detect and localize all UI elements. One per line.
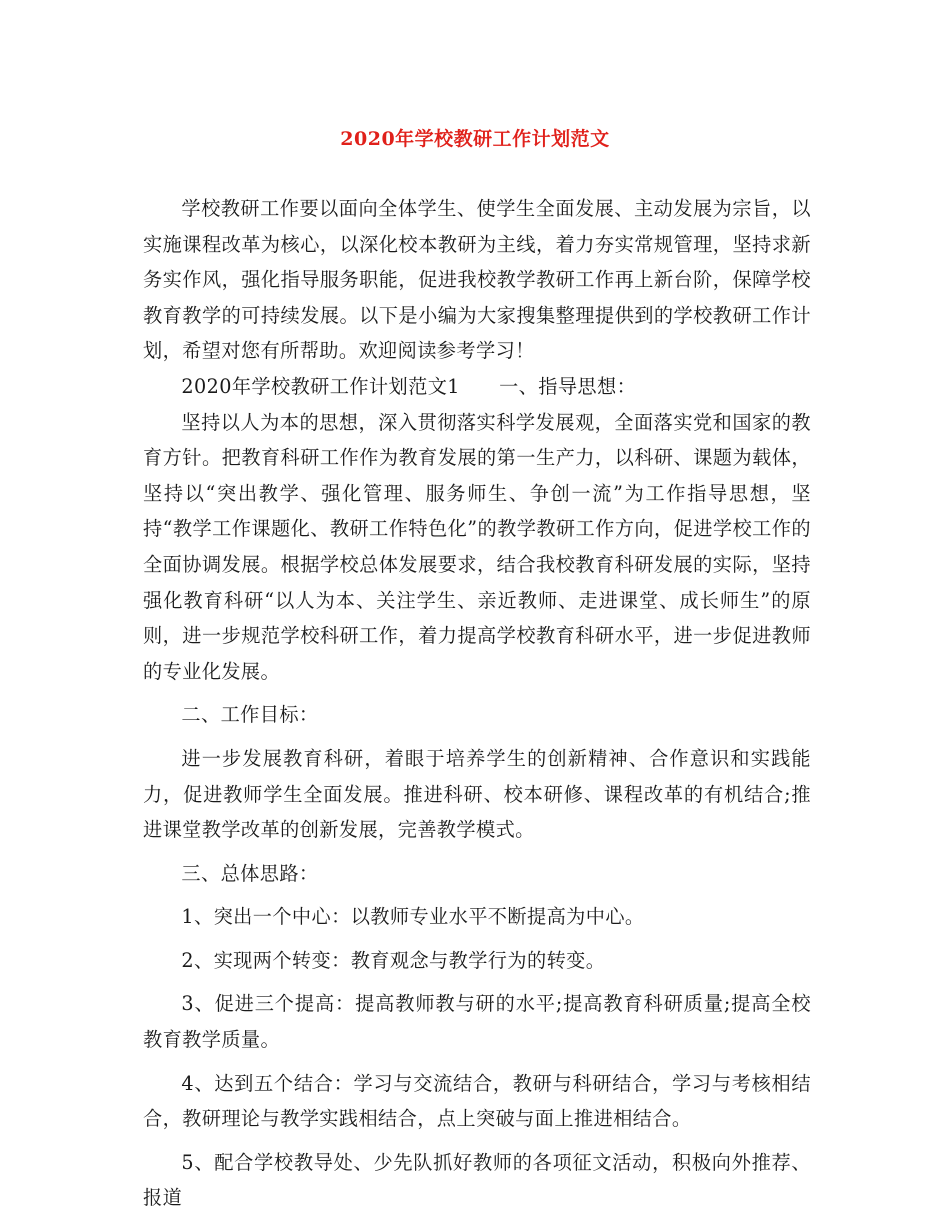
document-title: 2020年学校教研工作计划范文 [340,128,610,150]
list-item: 4、达到五个结合：学习与交流结合，教研与科研结合，学习与考核相结合，教研理论与教学实践相结合，点上突破与面上推进相结合。 [143,1071,811,1131]
section-heading-guiding-thought: 2020年学校教研工作计划范文1 一、指导思想： [181,374,637,398]
intro-paragraph: 学校教研工作要以面向全体学生、使学生全面发展、主动发展为宗旨，以实施课程改革为核心，以深化校本教研为主线，着力夯实常规管理，坚持求新务实作风，强化指导服务职能，促进我校教学教研工作再上新台阶，保障学校教育教学的可持续发展。以下是小编为大家搜集整理提供到的学校教研工作计划，希望对您有所帮助。欢迎阅读参考学习！ [143,197,811,363]
work-goals-paragraph: 进一步发展教育科研，着眼于培养学生的创新精神、合作意识和实践能力，促进教师学生全面发展。推进科研、校本研修、课程改革的有机结合;推进课堂教学改革的创新发展，完善教学模式。 [143,746,811,842]
document-body [143,191,811,1216]
list-item: 1、突出一个中心：以教师专业水平不断提高为中心。 [181,905,645,929]
section-heading-overall-approach: 三、总体思路： [181,861,319,885]
list-item: 2、实现两个转变：教育观念与教学行为的转变。 [181,948,606,972]
list-item: 5、配合学校教导处、少先队抓好教师的各项征文活动，积极向外推荐、报道 [143,1150,811,1210]
guiding-thought-paragraph: 坚持以人为本的思想，深入贯彻落实科学发展观，全面落实党和国家的教育方针。把教育科研工作作为教育发展的第一生产力，以科研、课题为载体，坚持以“突出教学、强化管理、服务师生、争创一流”为工作指导思想，坚持“教学工作课题化、教研工作特色化”的教学教研工作方向，促进学校工作的全面协调发展。根据学校总体发展要求，结合我校教育科研发展的实际，坚持强化教育科研“以人为本、关注学生、亲近教师、走进课堂、成长师生”的原则，进一步规范学校科研工作，着力提高学校教育科研水平，进一步促进教师的专业化发展。 [143,410,811,683]
list-item: 3、促进三个提高：提高教师教与研的水平;提高教育科研质量;提高全校教育教学质量。 [143,992,811,1052]
section-heading-work-goals: 二、工作目标： [181,703,319,727]
